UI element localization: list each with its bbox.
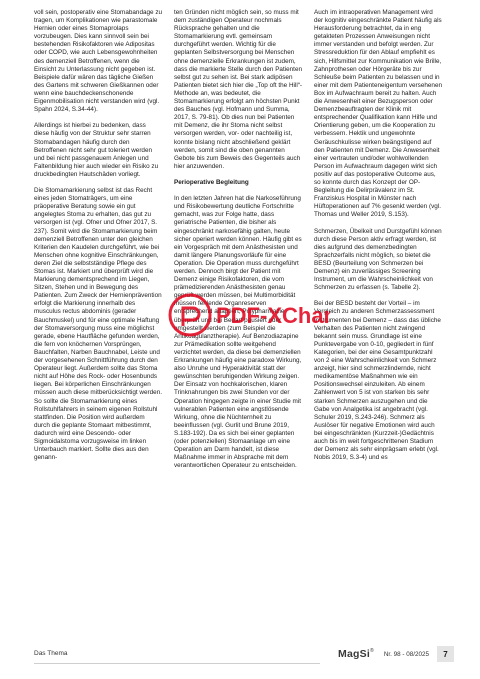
brand-name: MagSi xyxy=(338,648,370,660)
page-footer xyxy=(0,646,480,668)
column-1 xyxy=(34,9,162,470)
footer-divider xyxy=(34,663,320,664)
paragraph: voll sein, postoperativ eine Stomabandage zu tragen, um Komplikationen wie parastomale Hernien oder eines Stomaprolaps vorzubeugen. Dies kann sinnvoll sein bei bestehenden Risikofaktoren wie Adipositas oder COPD, wie auch Lebensgewohnheiten des demenziell Betroffenen, wenn die Einsicht zu Unterlassung nicht gegeben ist. Beispiele dafür wären das tägliche Gießen des Gartens mit schweren Gießkannen oder wenn eine bauchdeckenschonende Eigenmobilisation nicht verstanden wird (vgl. Spahn 2024, S.34-44). xyxy=(34,9,162,114)
section-heading: Perioperative Begleitung xyxy=(174,178,249,186)
section-label: Das Thema xyxy=(34,650,68,657)
paragraph: Bei der BESD besteht der Vorteil – im Vergleich zu anderen Schmerzassessment Instrumenten bei Demenz – dass das übliche Verhalten des Patienten nicht zwingend bekannt sein muss. Grundlage ist eine Punktevergabe von 0-10, gegliedert in fünf Kategorien, bei der eine Gesamtpunktzahl von 2 eine Wahrscheinlichkeit von Schmerz anzeigt, hier sind schmerzlindernde, nicht medikamentöse Maßnahmen wie ein Positionswechsel einzuleiten. Ab einem Zahlenwert von 5 ist von starken bis sehr starken Schmerzen auszugehen und die Gabe von Analgetika ist angebracht (vgl. Schuler 2019, S.243-246). Schmerz als Auslöser für negative Emotionen wird auch bei eingeschränkten (Kurzzeit-)Gedächtnis auch bis im weit fortgeschrittenen Stadium der Demenz als sehr einprägsam erlebt (vgl. Nobis 2019, S.3-4) und es xyxy=(314,300,441,462)
page-number: 7 xyxy=(437,646,454,662)
magazine-brand xyxy=(338,648,374,660)
paragraph: Schmerzen, Übelkeit und Durstgefühl können durch diese Person aktiv erfragt werden, ist dies aufgrund des demenzbedingten Sprachzerfalls nicht möglich, so bietet die BESD (Beurteilung von Schmerzen bei Demenz) ein zuverlässiges Screening Instrument, um die Wahrscheinlichkeit von Schmerzen zu erfassen (s. Tabelle 2). xyxy=(314,227,442,292)
paragraph: In den letzten Jahren hat die Narkoseführung und Risikobewertung deutliche Fortschritte gemacht, was zur Folge hatte, dass geriatrische Patienten, die bisher als eingeschränkt narkosefähig galten, heute sicher operiert werden können. Häufig gibt es ein Vorgespräch mit dem Anästhesisten und damit längere Planungsvorläufe für eine Operation. Die Operation muss durchgeführt werden. Dennoch birgt der Patient mit Demenz einige Risikofaktoren, die vom prämedizierenden Anästhesisten genau geprüft werden müssen, bei Multimorbidität müssen fehlende Organreserven entsprechend adaptiert, Polypharmazie überprüft und bei Bedarf pausiert oder umgestellt werden (zum Beispiel die Antikoagulanztherapie). Auf Benzodiazapine zur Prämedikation sollte weitgehend verzichtet werden, da diese bei demenziellen Erkrankungen häufig eine paradoxe Wirkung, also Unruhe und Hyperaktivität statt der gewünschten beruhigenden Wirkung zeigen. Der Einsatz von hochkalorischen, klaren Trinknahrungen bis zwei Stunden vor der Operation hingegen zeigte in einer Studie mit vulnerablen Patienten eine angstlösende Wirkung, ohne die Nüchternheit zu beeinflussen (vgl. Gurlit und Brune 2019, S.183-192). Da es sich bei einer geplanten (oder potenziellen) Stomaanlage um eine Operation am Darm handelt, ist diese Maßnahme immer in Absprache mit dem verantwortlichen Operateur zu entscheiden. xyxy=(174,195,302,470)
watermark-text: PDF-XCha xyxy=(216,303,324,328)
paragraph: Auch im intraoperativen Management wird der kognitiv eingeschränkte Patient häufig als Herausforderung betrachtet, da in eng getakteten Prozessen Anweisungen nicht immer verstanden und befolgt werden. Zur Stressreduktion für den Ablauf empfiehlt es sich, Hilfsmittel zur Kommunikation wie Brille, Zahnprothesen oder Hörgeräte bis zur Schleuße beim Patienten zu belassen und in einer mit dem Patienteneigentum versehenen Box im Aufwachraum bereit zu halten. Auch die Anwesenheit einer Bezugsperson oder Demenzbeauftragten der Klinik mit entsprechender Qualifikation kann Hilfe und Orientierung geben, um die Kooperation zu verbessern. Hektik und ungewohnte Geräuschkulisse wirken beängstigend auf den Patienten mit Demenz. Die Anwesenheit einer vertrauten und/oder wohlwollenden Person im Aufwachraum dagegen wirkt sich positiv auf das postoperative Outcome aus, so konnte durch das Konzept der OP-Begleitung die Delirprävalenz im St. Franziskus Hospital in Münster nach Hüftoperationen auf 7% gesenkt werden (vgl. Thomas und Weller 2019, S.153). xyxy=(314,9,442,219)
paragraph: Allerdings ist hierbei zu bedenken, dass diese häufig von der Struktur sehr starren Stomabandagen häufig durch den Betroffenen nicht sehr gut toleriert werden und bei nicht passgenauem Anlegen und Faltenbildung hier auch wieder ein Risiko zu druckbedingten Hautschäden vorliegt. xyxy=(34,122,159,178)
brand-mark: ® xyxy=(369,648,374,654)
paragraph: Die Stomamarkierung selbst ist das Recht eines jeden Stomaträgers, um eine präoperative Beratung sowie ein gut angelegtes Stoma zu erhalten, das gut zu versorgen ist (vgl. Ofner und Ofner 2017, S. 237). Somit wird die Stomamarkierung beim demenziell Betroffenen unter den gleichen Kriterien den Kaudelen durchgeführt, wie bei Menschen ohne kognitive Einschränkungen, deren Ziel die selbstständige Pflege des Stomas ist. Markiert und überprüft wird die Markierung dementsprechend im Liegen, Sitzen, Stehen und in Bewegung des Patienten. Zum Zweck der Hernienprävention erfolgt die Markierung innerhalb des musculus rectus abdominis (gerader Bauchmuskel) und für eine optimale Haftung der Stomaversorgung muss eine möglichst gerade, ebene Hautfläche gefunden werden, die fern von knöchernen Vorsprüngen, Bauchfalten, Narben Bauchnabel, Leiste und der vorgesehenen Schnittführung durch den Operateur liegt. Außerdem sollte das Stoma nicht auf Höhe des Rock- oder Hosenbunds liegen. Bei körperlichen Einschränkungen müssen auch diese mitberücksichtigt werden. So sollte die Stomamarkierung eines Rollstuhlfahrers in seinem eigenen Rollstuhl stattfinden. Die Position wird außerdem durch die geplante Stomaart mitbestimmt, dadurch wird eine Descendo- oder Sigmoidalstoma vorzugsweise im linken Unterbauch markiert. Sollte dies aus den genann- xyxy=(34,187,162,462)
paragraph: ten Gründen nicht möglich sein, so muss mit dem zuständigen Operateur nochmals Rücksprache gehalten und die Stomamarkierung evtl. gemeinsam durchgeführt werden. Wichtig für die geplanten Selbstversorgung bei Menschen ohne demenzielle Erkrankungen ist zudem, dass die markierte Stelle durch den Patienten selbst gut zu sehen ist. Bei stark adipösen Patienten bietet sich hier die „Top oft the Hill“-Methode an, was bedeutet, die Stomamarkierung erfolgt am höchsten Punkt des Bauches (vgl. Hofmann und Summa, 2017, S. 79-81). Ob dies nun bei Patienten mit Demenz, die ihr Stoma nicht selbst versorgen werden, vor- oder nachteilig ist, konnte bislang nicht abschließend geklärt werden, somit sind die oben genannten Gebote bis zum Beweis des Gegenteils auch hier anzuwenden. xyxy=(174,9,302,170)
issue-label: Nr. 98 - 08/2025 xyxy=(383,650,429,658)
column-3 xyxy=(314,9,442,470)
column-2 xyxy=(174,9,302,478)
footer-meta xyxy=(338,646,454,662)
